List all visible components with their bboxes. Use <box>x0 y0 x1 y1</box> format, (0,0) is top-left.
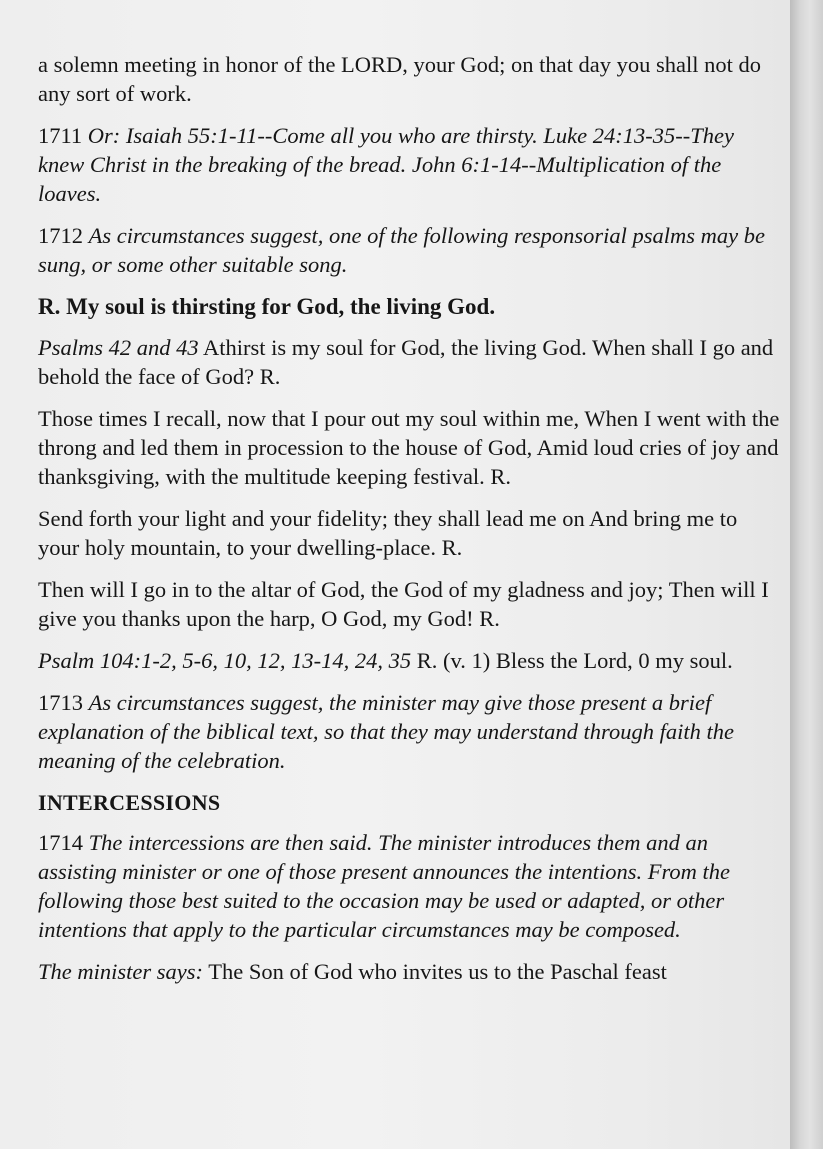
paragraph-number: 1711 <box>38 123 88 148</box>
paragraph-number: 1712 <box>38 223 89 248</box>
response-text: R. My soul is thirsting for God, the living God. <box>38 294 496 319</box>
paragraph-text: As circumstances suggest, one of the following responsorial psalms may be sung, or some other suitable song. <box>38 223 766 277</box>
section-title-text: INTERCESSIONS <box>38 790 221 815</box>
paragraph-text: Then will I go in to the altar of God, the God of my gladness and joy; Then will I give you thanks upon the harp, O God, my God! R. <box>38 577 769 631</box>
paragraph-text: The intercessions are then said. The minister introduces them and an assisting minister or one of those present announces the intentions. From the following those best suited to the occasion may be used or adapted, or other intentions that apply to the particular circumstances may be composed. <box>38 830 731 942</box>
paragraph-psalm-104 <box>38 646 783 675</box>
paragraph-those-times <box>38 404 783 491</box>
paragraph-text: Those times I recall, now that I pour out my soul within me, When I went with the throng and led them in procession to the house of God, Amid loud cries of joy and thanksgiving, with the multitude keeping festival. R. <box>38 406 780 489</box>
paragraph-minister-says <box>38 957 783 986</box>
paragraph-text: a solemn meeting in honor of the LORD, your God; on that day you shall not do any sort of work. <box>38 52 762 106</box>
page-edge-shadow <box>790 0 823 1149</box>
paragraph-text: As circumstances suggest, the minister may give those present a brief explanation of the biblical text, so that they may understand through faith the meaning of the celebration. <box>38 690 734 773</box>
paragraph-send-forth <box>38 504 783 562</box>
paragraph-text: Or: Isaiah 55:1-11--Come all you who are thirsty. Luke 24:13-35--They knew Christ in the breaking of the bread. John 6:1-14--Multiplication of the loaves. <box>38 123 734 206</box>
paragraph-text: Send forth your light and your fidelity; they shall lead me on And bring me to your holy mountain, to your dwelling-place. R. <box>38 506 738 560</box>
paragraph-text: The Son of God who invites us to the Paschal feast <box>203 959 667 984</box>
paragraph-solemn-meeting <box>38 50 783 108</box>
paragraph-1714 <box>38 828 783 944</box>
psalm-reference: Psalms 42 and 43 <box>38 335 199 360</box>
paragraph-number: 1714 <box>38 830 89 855</box>
paragraph-1713 <box>38 688 783 775</box>
paragraph-psalms-42-43 <box>38 333 783 391</box>
paragraph-1712 <box>38 221 783 279</box>
document-body <box>38 50 783 999</box>
paragraph-altar-of-god <box>38 575 783 633</box>
paragraph-number: 1713 <box>38 690 89 715</box>
response-heading <box>38 292 783 321</box>
speaker-lead: The minister says: <box>38 959 203 984</box>
section-title <box>38 788 783 817</box>
paragraph-1711 <box>38 121 783 208</box>
psalm-reference: Psalm 104:1-2, 5-6, 10, 12, 13-14, 24, 35 <box>38 648 412 673</box>
paragraph-text: R. (v. 1) Bless the Lord, 0 my soul. <box>411 648 733 673</box>
paragraph-text: Athirst is my soul for God, the living God. When shall I go and behold the face of God? R. <box>38 335 774 389</box>
